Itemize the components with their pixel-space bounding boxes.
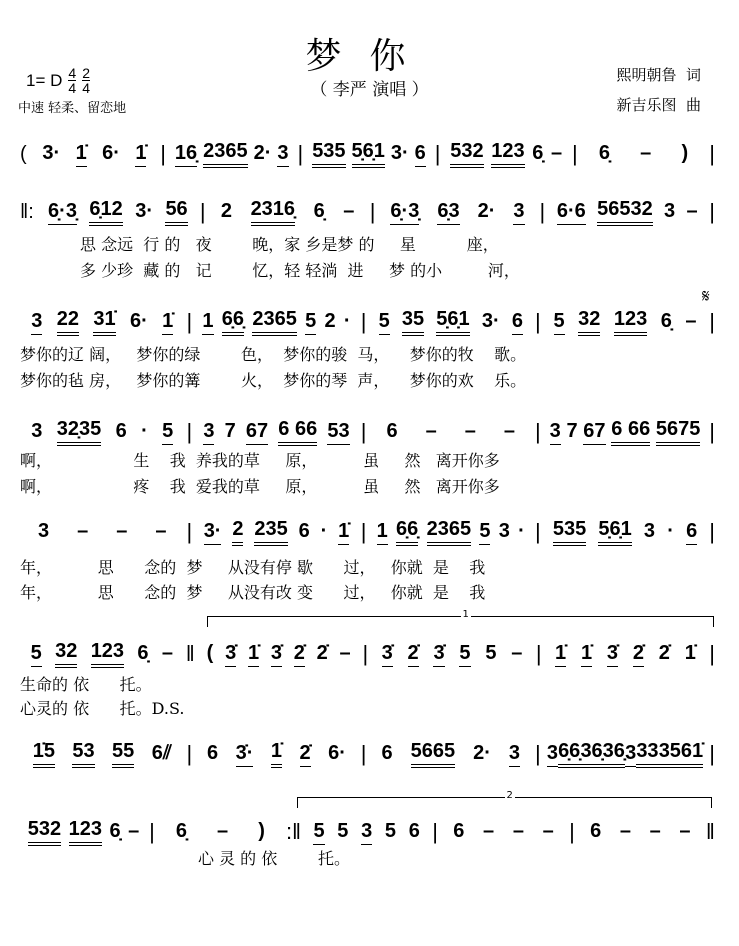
bar-line: | [362, 641, 369, 666]
note-group: 6 [207, 742, 219, 764]
measure [577, 820, 704, 844]
note-group: 535 [553, 518, 586, 546]
measure [38, 198, 198, 226]
note-group: 3· [481, 310, 500, 332]
note-group: 6̣ [175, 820, 187, 842]
note-group: 1̇ [248, 642, 259, 667]
segno-sign: 𝄋 [702, 286, 710, 307]
measure [208, 198, 368, 226]
note-group: 2· [477, 200, 496, 222]
note-group: – [640, 142, 652, 164]
note-group: 3 [277, 142, 288, 167]
note-group: 5 [379, 310, 390, 335]
note-group: · [343, 310, 351, 332]
note-group: 6 [453, 820, 465, 842]
note-group: 532 [28, 818, 61, 846]
volta-bracket-2 [297, 790, 712, 808]
note-group: – [161, 642, 173, 664]
note-group: 7 [566, 420, 578, 442]
measure [369, 740, 534, 768]
measure [370, 642, 534, 667]
note-group: 5 [337, 820, 349, 842]
bar-line: | [535, 419, 541, 444]
note-group: 2· [473, 742, 491, 764]
measure [369, 308, 534, 336]
measure [580, 142, 708, 166]
time-top: 2 [82, 65, 90, 81]
note-group: – [511, 642, 523, 664]
bar-line: | [709, 199, 716, 224]
note-group: 2365 [427, 518, 472, 546]
note-group: 2̇ [633, 642, 644, 667]
note-group: 6̣6̣ [558, 740, 580, 768]
note-group: 3 [547, 742, 558, 767]
note-group: 1 [377, 520, 388, 545]
bar-line: | [432, 819, 438, 844]
measure [543, 418, 708, 446]
measure [20, 640, 184, 668]
note-group: 7 [224, 420, 236, 442]
bar-line: | [709, 419, 715, 444]
note-group: 3 [31, 420, 43, 442]
note-group: – [343, 200, 355, 222]
note-group: 5665 [411, 740, 456, 768]
lyrics-line: 年， 思 念的 梦 从没有改 变 过， 你就 是 我 [20, 583, 486, 602]
note-group: · [667, 520, 674, 542]
note-group: 5 [313, 820, 324, 845]
system-prefix: ‖: [20, 200, 34, 223]
measure [543, 740, 708, 768]
measure [194, 418, 359, 446]
note-group: 1̇ [684, 642, 696, 664]
note-group: – [679, 820, 691, 842]
note-group: 3 [498, 520, 510, 542]
volta-bracket-1 [207, 609, 714, 627]
bar-line: ‖ [705, 819, 715, 844]
lyrics-line: 年， 思 念的 梦 从没有停 歇 过， 你就 是 我 [20, 558, 486, 577]
note-group: 6̣ [109, 820, 121, 842]
measure [20, 818, 147, 846]
note-group: 3561̇ [659, 740, 704, 768]
notation-system [20, 818, 717, 846]
note-group: 5̣6̣1 [598, 518, 631, 546]
bar-line: | [186, 419, 193, 444]
note-group: 6̣ [137, 642, 149, 664]
note-group: – [217, 820, 229, 842]
measure [303, 820, 430, 845]
note-group: – [503, 420, 515, 442]
notation-system [20, 198, 717, 226]
note-group: 123 [91, 640, 124, 668]
note-group: 5 [384, 820, 397, 842]
note-group: 6·6 [557, 200, 586, 225]
note-group: – [619, 820, 631, 842]
note-group: – [649, 820, 661, 842]
bar-line: | [535, 641, 542, 666]
lyrics-line: 心灵的 依 托。D.S. [20, 699, 185, 718]
note-group: 3̇· [236, 742, 254, 767]
note-group: 6 [115, 420, 127, 442]
bar-line: | [186, 519, 193, 544]
note-group: 53 [72, 740, 94, 768]
bar-line: | [709, 519, 715, 544]
note-group: 3̇ [382, 642, 393, 667]
bar-line: | [369, 199, 376, 224]
bar-line: | [297, 141, 304, 166]
note-group: 2365 [252, 308, 297, 336]
note-group: 3̇ [433, 642, 444, 667]
volta-number: 1 [462, 609, 469, 620]
note-group: 3 [625, 742, 636, 767]
measure [20, 308, 185, 336]
key-signature [26, 66, 90, 95]
note-group: 31̇ [93, 308, 115, 336]
bar-line: | [160, 141, 166, 166]
bar-line: | [199, 199, 206, 224]
bar-line: | [572, 141, 578, 166]
note-group: · [518, 520, 525, 542]
bar-line: | [360, 741, 367, 766]
note-group: · [320, 520, 328, 542]
note-group: 5̣6̣1 [352, 140, 385, 168]
note-group: 5 [162, 420, 173, 445]
note-group: 3· [390, 142, 409, 164]
note-group: 6̣·3̣ [48, 200, 77, 225]
note-group: – [483, 820, 495, 842]
note-group: 2 [324, 310, 336, 332]
note-group: 6 [512, 310, 523, 335]
bar-line: | [539, 199, 546, 224]
bar-line: | [535, 741, 541, 766]
time-top: 4 [68, 65, 77, 81]
note-group: 2· [253, 142, 272, 164]
time-signature-1 [68, 66, 76, 95]
measure [194, 308, 359, 336]
note-group: 5 [459, 642, 470, 667]
note-group: 5 [554, 310, 565, 335]
note-group: – [425, 420, 437, 442]
note-group: 3̇ [225, 642, 236, 667]
bar-line: | [360, 419, 367, 444]
note-group: 1̇5 [33, 740, 55, 768]
note-group: 55 [112, 740, 134, 768]
note-group: 1̇ [76, 142, 87, 167]
note-group: – [77, 520, 89, 542]
note-group: 6 66 [611, 418, 650, 446]
bar-line: | [535, 519, 541, 544]
note-group: 6̣·3̣ [390, 200, 419, 225]
measure [543, 518, 708, 546]
measure [369, 420, 534, 444]
note-group: ( [206, 642, 214, 664]
note-group: 3· [204, 520, 222, 545]
note-group: 6̣6̣ [222, 308, 244, 336]
note-group: 6̣3 [437, 200, 459, 225]
note-group: 5 [31, 642, 42, 667]
lyrics-line: 生命的 依 托。 [20, 675, 152, 694]
measure [544, 642, 708, 667]
note-group: 1 [202, 310, 213, 335]
note-group: 6 [590, 820, 602, 842]
note-group: 2 [232, 518, 243, 546]
note-group: 6 [408, 820, 420, 842]
system-prefix: ( [20, 142, 27, 165]
note-group: 3 [550, 420, 561, 445]
note-group: 5̣6̣1 [436, 308, 469, 336]
note-group: 6 [386, 420, 398, 442]
notation-system [20, 418, 717, 446]
note-group: 6 [686, 520, 697, 545]
measure [197, 642, 361, 667]
note-group: 123 [614, 308, 647, 336]
lyrics-line: 思 念远 行 的 夜 晚，家 乡是梦 的 星 座， [80, 235, 499, 254]
note-group: 2̇ [300, 742, 311, 767]
note-group: 535 [312, 140, 345, 168]
note-group: 2 [220, 200, 233, 222]
note-group: 6 [381, 742, 393, 764]
note-group: 6· [129, 310, 148, 332]
note-group: 6· [328, 742, 346, 764]
note-group: 2̇ [294, 642, 305, 667]
measure [157, 820, 284, 844]
bar-line: | [360, 309, 367, 334]
note-group: 35 [402, 308, 424, 336]
bar-line: | [360, 519, 367, 544]
bar-line: | [709, 741, 715, 766]
note-group: 3̇ [607, 642, 618, 667]
note-group: 6̣ [532, 142, 544, 164]
note-group: 3̇ [271, 642, 282, 667]
note-group: 3 [643, 520, 656, 542]
measure [20, 520, 185, 544]
note-group: 5675 [656, 418, 701, 446]
lyricist-credit: 熙明朝鲁 词 [616, 66, 701, 84]
note-group: – [464, 420, 476, 442]
key-label: 1= D [26, 70, 63, 90]
note-group: 1̇ [338, 520, 349, 545]
note-group: 2̇ [658, 642, 670, 664]
bar-line: | [149, 819, 155, 844]
bar-line: | [569, 819, 575, 844]
note-group: · [141, 420, 148, 442]
note-group: 67 [246, 420, 268, 445]
measure [369, 518, 534, 546]
note-group: ) [258, 820, 265, 842]
note-group: 53 [327, 420, 349, 445]
measure [547, 198, 707, 226]
note-group: 2316̣ [251, 198, 296, 226]
note-group: 2̇ [316, 642, 328, 664]
note-group: 6⫽ [151, 742, 172, 764]
note-group: 3 [513, 200, 524, 225]
note-group: 3· [42, 142, 61, 164]
note-group: 6̣ [660, 310, 672, 332]
singer-credit: （ 李严 演唱 ） [310, 80, 429, 100]
note-group: – [685, 310, 697, 332]
note-group: 6 66 [278, 418, 317, 446]
bar-line: | [535, 309, 541, 334]
lyrics-line: 梦你的辽 阔， 梦你的绿 色， 梦你的骏 马， 梦你的牧 歌。 [20, 345, 527, 364]
note-group: ) [681, 142, 689, 164]
note-group: – [155, 520, 167, 542]
note-group: 56532 [597, 198, 653, 226]
note-group: 33 [636, 740, 658, 768]
lyrics-line: 多 少珍 藏 的 记 忆，轻 轻淌 进 梦 的小 河， [80, 261, 520, 280]
bar-line: | [709, 641, 715, 666]
note-group: – [339, 642, 351, 664]
measure [377, 200, 537, 225]
note-group: 235 [254, 518, 287, 546]
note-group: 3· [135, 200, 153, 222]
note-group: – [512, 820, 524, 842]
note-group: 3 [203, 420, 214, 445]
notation-system [20, 140, 717, 168]
note-group: 1̇ [555, 642, 566, 667]
note-group: 6̣ [598, 142, 610, 164]
bar-line: | [709, 141, 715, 166]
bar-line: | [186, 741, 193, 766]
note-group: – [116, 520, 128, 542]
time-signature-2 [82, 66, 90, 95]
lyrics-line: 啊， 生 我 养我的草 原， 虽 然 离开你多 [20, 451, 500, 470]
lyrics-line: 啊， 疼 我 爱我的草 原， 虽 然 离开你多 [20, 477, 500, 496]
note-group: – [128, 820, 140, 842]
note-group: 2̇ [408, 642, 419, 667]
bar-line: | [709, 309, 715, 334]
notation-system [20, 308, 717, 336]
note-group: 36̣36̣ [580, 740, 625, 768]
note-group: 1̇ [271, 740, 282, 768]
note-group: – [551, 142, 563, 164]
note-group: 2365 [203, 140, 248, 168]
measure [194, 518, 359, 546]
note-group: 1̇ [135, 142, 146, 167]
measure [31, 142, 159, 167]
note-group: 22 [57, 308, 79, 336]
note-group: 6̣12 [89, 198, 122, 226]
note-group: 3 [361, 820, 372, 845]
note-group: 3 [664, 200, 676, 222]
measure [543, 308, 708, 336]
measure [305, 140, 433, 168]
note-group: 6 [298, 520, 310, 542]
bar-line: | [186, 309, 193, 334]
tempo-marking: 中速 轻柔、留恋地 [18, 101, 127, 116]
note-group: 1̇ [162, 310, 173, 335]
note-group: 32̣35 [57, 418, 102, 446]
song-title: 梦你 [305, 36, 434, 77]
note-group: 5 [305, 310, 316, 335]
note-group: 6· [102, 142, 120, 164]
note-group: 67 [583, 420, 605, 445]
time-bottom: 4 [68, 80, 77, 96]
note-group: 3 [31, 310, 42, 335]
note-group: 3 [38, 520, 50, 542]
time-bottom: 4 [82, 80, 90, 96]
notation-system [20, 740, 717, 768]
note-group: 56 [165, 198, 187, 226]
note-group: 1̇ [581, 642, 592, 667]
volta-number: 2 [506, 790, 513, 801]
bar-line: :‖ [285, 819, 302, 844]
lyrics-line: 心 灵 的 依 托。 [20, 849, 350, 868]
measure [440, 820, 567, 844]
lyrics-line: 梦你的毡 房， 梦你的篝 火， 梦你的琴 声， 梦你的欢 乐。 [20, 371, 527, 390]
bar-line: ‖ [185, 641, 195, 666]
measure [168, 140, 296, 168]
note-group: 6 [415, 142, 426, 167]
note-group: 6̣ [313, 200, 325, 222]
note-group: 6̣6̣ [396, 518, 418, 546]
note-group: – [542, 820, 554, 842]
note-group: 123 [491, 140, 524, 168]
notation-system [20, 518, 717, 546]
note-group: 3 [509, 742, 520, 767]
note-group: 123 [69, 818, 102, 846]
note-group: 5 [479, 520, 490, 545]
measure [442, 140, 570, 168]
note-group: 32 [578, 308, 600, 336]
measure [20, 740, 185, 768]
bar-line: | [434, 141, 441, 166]
note-group: 532 [450, 140, 483, 168]
measure [20, 418, 185, 446]
notation-system [20, 640, 717, 668]
note-group: – [686, 200, 698, 222]
measure [194, 740, 359, 768]
composer-credit: 新吉乐图 曲 [616, 96, 701, 114]
note-group: 5 [485, 642, 497, 664]
note-group: 16̣ [175, 142, 197, 167]
note-group: 32 [55, 640, 77, 668]
